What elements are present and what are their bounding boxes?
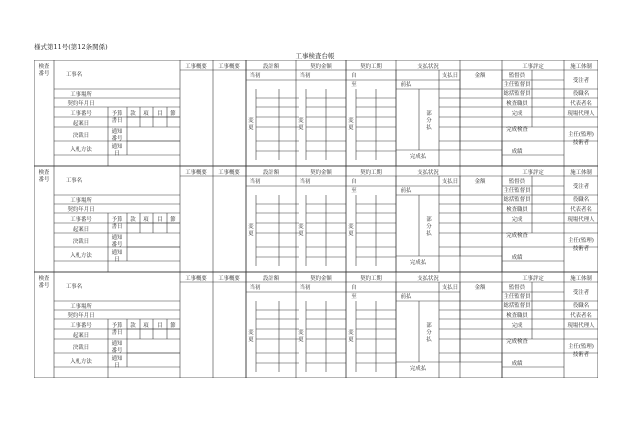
start-date-label: 起案日 [72,333,90,339]
change-label: 変 [298,224,304,230]
evaluation-label: 工事評定 [522,170,544,176]
change-label: 変 [298,118,304,124]
official-name-label: 役職名 [572,197,590,203]
site-label: 工事場所 [70,304,92,310]
notice-date-label: 日 [114,257,120,263]
change-label: 変 [348,118,354,124]
partial-payment-label: 分 [426,224,432,230]
amount-label: 金額 [474,285,486,291]
budget-item-label: 節 [170,111,176,117]
amount-label: 金額 [474,73,486,79]
notice-no-label: 番号 [111,242,123,248]
budget-item-label: 目 [157,217,163,223]
inspection-no-label: 番号 [38,283,50,289]
contract-date-label: 契約年月日 [67,313,95,319]
general-supervisor-label: 総括監督員 [503,197,531,203]
amount-label: 金額 [474,179,486,185]
budget-doc-label: 予算 [111,217,123,223]
change-label: 更 [298,125,304,131]
change-label: 更 [348,337,354,343]
site-agent-label: 現場代理人 [567,217,595,223]
contractor-label: 受注者 [572,290,590,296]
payment-status-label: 支払状況 [417,170,439,176]
bid-method-label: 入札方法 [70,359,92,365]
construction-name-label: 工事名 [65,72,83,78]
notice-no-label: 通知 [111,341,123,347]
overview-label: 工事概要 [185,276,207,282]
construction-no-label: 工事番号 [70,323,92,329]
inspection-no-label: 検査 [38,276,50,282]
initial-label: 当初 [299,73,311,79]
change-label: 更 [348,125,354,131]
approval-date-label: 決裁日 [72,345,90,351]
start-date-label: 起案日 [72,121,90,127]
contract-date-label: 契約年月日 [67,207,95,213]
site-label: 工事場所 [70,92,92,98]
budget-item-label: 節 [170,217,176,223]
period-to-label: 至 [351,82,357,88]
change-label: 更 [298,337,304,343]
ledger-block-1 [34,60,598,166]
notice-no-label: 通知 [111,129,123,135]
evaluation-label: 工事評定 [522,276,544,282]
system-label: 施工体制 [570,276,592,282]
payment-date-label: 支払日 [441,179,459,185]
completion-inspection-label: 完成検査 [506,127,528,133]
supervisor-label: 監督員 [508,73,526,79]
ledger-block-3 [34,272,598,378]
contract-date-label: 契約年月日 [67,101,95,107]
partial-payment-label: 払 [426,231,432,237]
change-label: 変 [298,330,304,336]
notice-date-label: 日 [114,151,120,157]
initial-label: 当初 [299,285,311,291]
initial-label: 当初 [299,179,311,185]
change-label: 更 [248,231,254,237]
supervisor-label: 監督員 [508,285,526,291]
result-label: 成績 [511,255,523,261]
partial-payment-label: 部 [426,111,432,117]
initial-label: 当初 [249,179,261,185]
site-label: 工事場所 [70,198,92,204]
completion-inspection-label: 完成検査 [506,339,528,345]
period-to-label: 至 [351,188,357,194]
ledger-title: 工事検査台帳 [295,52,335,60]
overview-label: 工事概要 [185,64,207,70]
inspection-no-label: 番号 [38,71,50,77]
official-name-label: 役職名 [572,303,590,309]
period-to-label: 至 [351,294,357,300]
payment-date-label: 支払日 [441,285,459,291]
design-amount-label: 設計額 [262,170,280,176]
budget-doc-label: 予算 [111,111,123,117]
budget-item-label: 項 [143,217,149,223]
payment-date-label: 支払日 [441,73,459,79]
site-agent-label: 現場代理人 [567,111,595,117]
result-label: 成績 [511,361,523,367]
partial-payment-label: 部 [426,217,432,223]
payment-status-label: 支払状況 [417,276,439,282]
contractor-label: 受注者 [572,78,590,84]
inspection-no-label: 検査 [38,64,50,70]
contract-amount-label: 契約金額 [310,276,332,282]
inspector-label: 検査職員 [506,207,528,213]
period-from-label: 自 [351,285,357,291]
notice-no-label: 通知 [111,235,123,241]
partial-payment-label: 分 [426,330,432,336]
change-label: 変 [248,330,254,336]
chief-engineer-label: 技術者 [572,140,590,146]
evaluation-label: 工事評定 [522,64,544,70]
supervisor-label: 監督員 [508,179,526,185]
budget-doc-label: 予算 [111,323,123,329]
notice-date-label: 通知 [111,250,123,256]
notice-date-label: 通知 [111,356,123,362]
bid-method-label: 入札方法 [70,147,92,153]
advance-payment-label: 前払 [400,188,412,194]
contract-amount-label: 契約金額 [310,170,332,176]
budget-doc-label: 書日 [111,118,123,124]
completion-payment-label: 完成払 [409,260,427,266]
approval-date-label: 決裁日 [72,239,90,245]
inspector-label: 検査職員 [506,313,528,319]
chief-supervisor-label: 主任監督員 [503,82,531,88]
chief-supervisor-label: 主任監督員 [503,188,531,194]
budget-item-label: 目 [157,323,163,329]
construction-no-label: 工事番号 [70,217,92,223]
period-from-label: 自 [351,179,357,185]
general-supervisor-label: 総括監督員 [503,303,531,309]
initial-label: 当初 [249,285,261,291]
budget-item-label: 款 [130,217,136,223]
construction-name-label: 工事名 [65,284,83,290]
chief-engineer-label: 技術者 [572,352,590,358]
inspection-no-label: 番号 [38,177,50,183]
overview-label: 工事概要 [218,64,240,70]
completion-label: 完成 [511,111,523,117]
representative-label: 代表者名 [570,207,592,213]
design-amount-label: 設計額 [262,276,280,282]
budget-item-label: 項 [143,323,149,329]
start-date-label: 起案日 [72,227,90,233]
notice-no-label: 番号 [111,136,123,142]
change-label: 変 [348,330,354,336]
partial-payment-label: 払 [426,125,432,131]
advance-payment-label: 前払 [400,82,412,88]
notice-date-label: 通知 [111,144,123,150]
approval-date-label: 決裁日 [72,133,90,139]
chief-engineer-label: 主任(監理) [568,238,594,244]
change-label: 更 [298,231,304,237]
budget-item-label: 節 [170,323,176,329]
partial-payment-label: 部 [426,323,432,329]
contract-period-label: 契約工期 [360,276,382,282]
contract-period-label: 契約工期 [360,170,382,176]
ledger-block-2 [34,166,598,272]
change-label: 変 [248,118,254,124]
notice-no-label: 番号 [111,348,123,354]
budget-item-label: 款 [130,111,136,117]
advance-payment-label: 前払 [400,294,412,300]
budget-item-label: 目 [157,111,163,117]
completion-label: 完成 [511,217,523,223]
budget-doc-label: 書日 [111,224,123,230]
site-agent-label: 現場代理人 [567,323,595,329]
construction-name-label: 工事名 [65,178,83,184]
change-label: 変 [248,224,254,230]
construction-no-label: 工事番号 [70,111,92,117]
overview-label: 工事概要 [218,170,240,176]
change-label: 更 [248,337,254,343]
chief-engineer-label: 主任(監理) [568,344,594,350]
overview-label: 工事概要 [218,276,240,282]
representative-label: 代表者名 [570,101,592,107]
system-label: 施工体制 [570,64,592,70]
form-number-label: 様式第11号(第12条関係) [34,43,108,51]
completion-inspection-label: 完成検査 [506,233,528,239]
change-label: 更 [348,231,354,237]
overview-label: 工事概要 [185,170,207,176]
bid-method-label: 入札方法 [70,253,92,259]
chief-engineer-label: 主任(監理) [568,132,594,138]
design-amount-label: 設計額 [262,64,280,70]
official-name-label: 役職名 [572,91,590,97]
inspector-label: 検査職員 [506,101,528,107]
payment-status-label: 支払状況 [417,64,439,70]
completion-label: 完成 [511,323,523,329]
budget-item-label: 款 [130,323,136,329]
contractor-label: 受注者 [572,184,590,190]
representative-label: 代表者名 [570,313,592,319]
partial-payment-label: 分 [426,118,432,124]
completion-payment-label: 完成払 [409,154,427,160]
budget-doc-label: 書日 [111,330,123,336]
completion-payment-label: 完成払 [409,366,427,372]
contract-period-label: 契約工期 [360,64,382,70]
inspection-ledger-table [34,60,598,378]
chief-supervisor-label: 主任監督員 [503,294,531,300]
change-label: 変 [348,224,354,230]
inspection-no-label: 検査 [38,170,50,176]
initial-label: 当初 [249,73,261,79]
period-from-label: 自 [351,73,357,79]
result-label: 成績 [511,149,523,155]
budget-item-label: 項 [143,111,149,117]
system-label: 施工体制 [570,170,592,176]
partial-payment-label: 払 [426,337,432,343]
contract-amount-label: 契約金額 [310,64,332,70]
chief-engineer-label: 技術者 [572,246,590,252]
general-supervisor-label: 総括監督員 [503,91,531,97]
notice-date-label: 日 [114,363,120,369]
change-label: 更 [248,125,254,131]
